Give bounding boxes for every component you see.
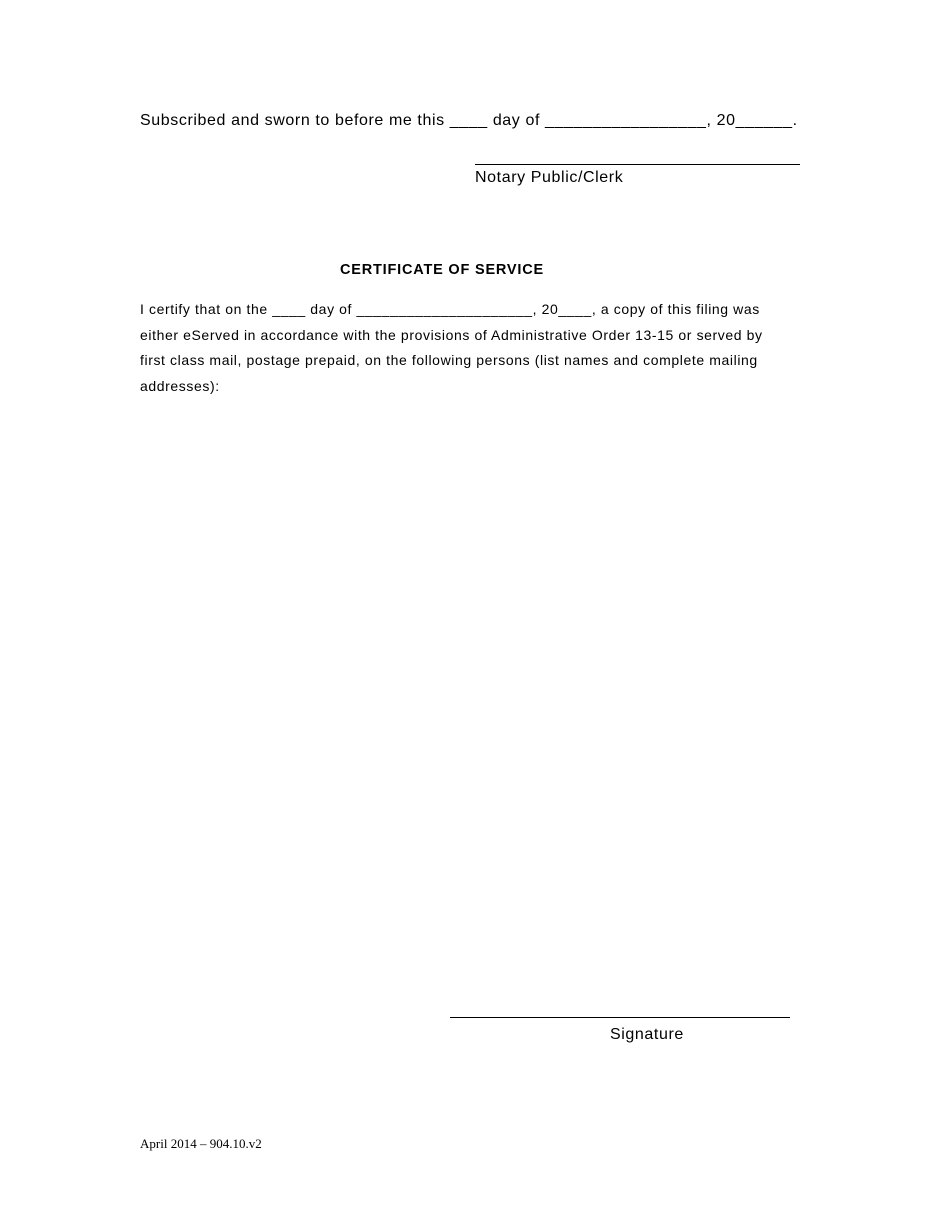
signature-label: Signature xyxy=(610,1026,684,1043)
signature-line xyxy=(450,1017,790,1018)
certificate-line: I certify that on the ____ day of _____________________, 20____, a copy of this filing was xyxy=(140,301,760,317)
certificate-line: either eServed in accordance with the provisions of Administrative Order 13-15 or served by xyxy=(140,326,763,343)
oath-statement: Subscribed and sworn to before me this ____ day of _________________, 20______. xyxy=(140,112,798,129)
notary-label: Notary Public/Clerk xyxy=(475,169,624,186)
footer-form-version: April 2014 – 904.10.v2 xyxy=(140,1136,262,1151)
notary-signature-line xyxy=(475,164,800,165)
certificate-title: CERTIFICATE OF SERVICE xyxy=(340,262,544,278)
certificate-line: addresses): xyxy=(140,377,220,394)
certificate-body xyxy=(140,297,800,399)
certificate-line: first class mail, postage prepaid, on the following persons (list names and complete mailing xyxy=(140,352,758,368)
